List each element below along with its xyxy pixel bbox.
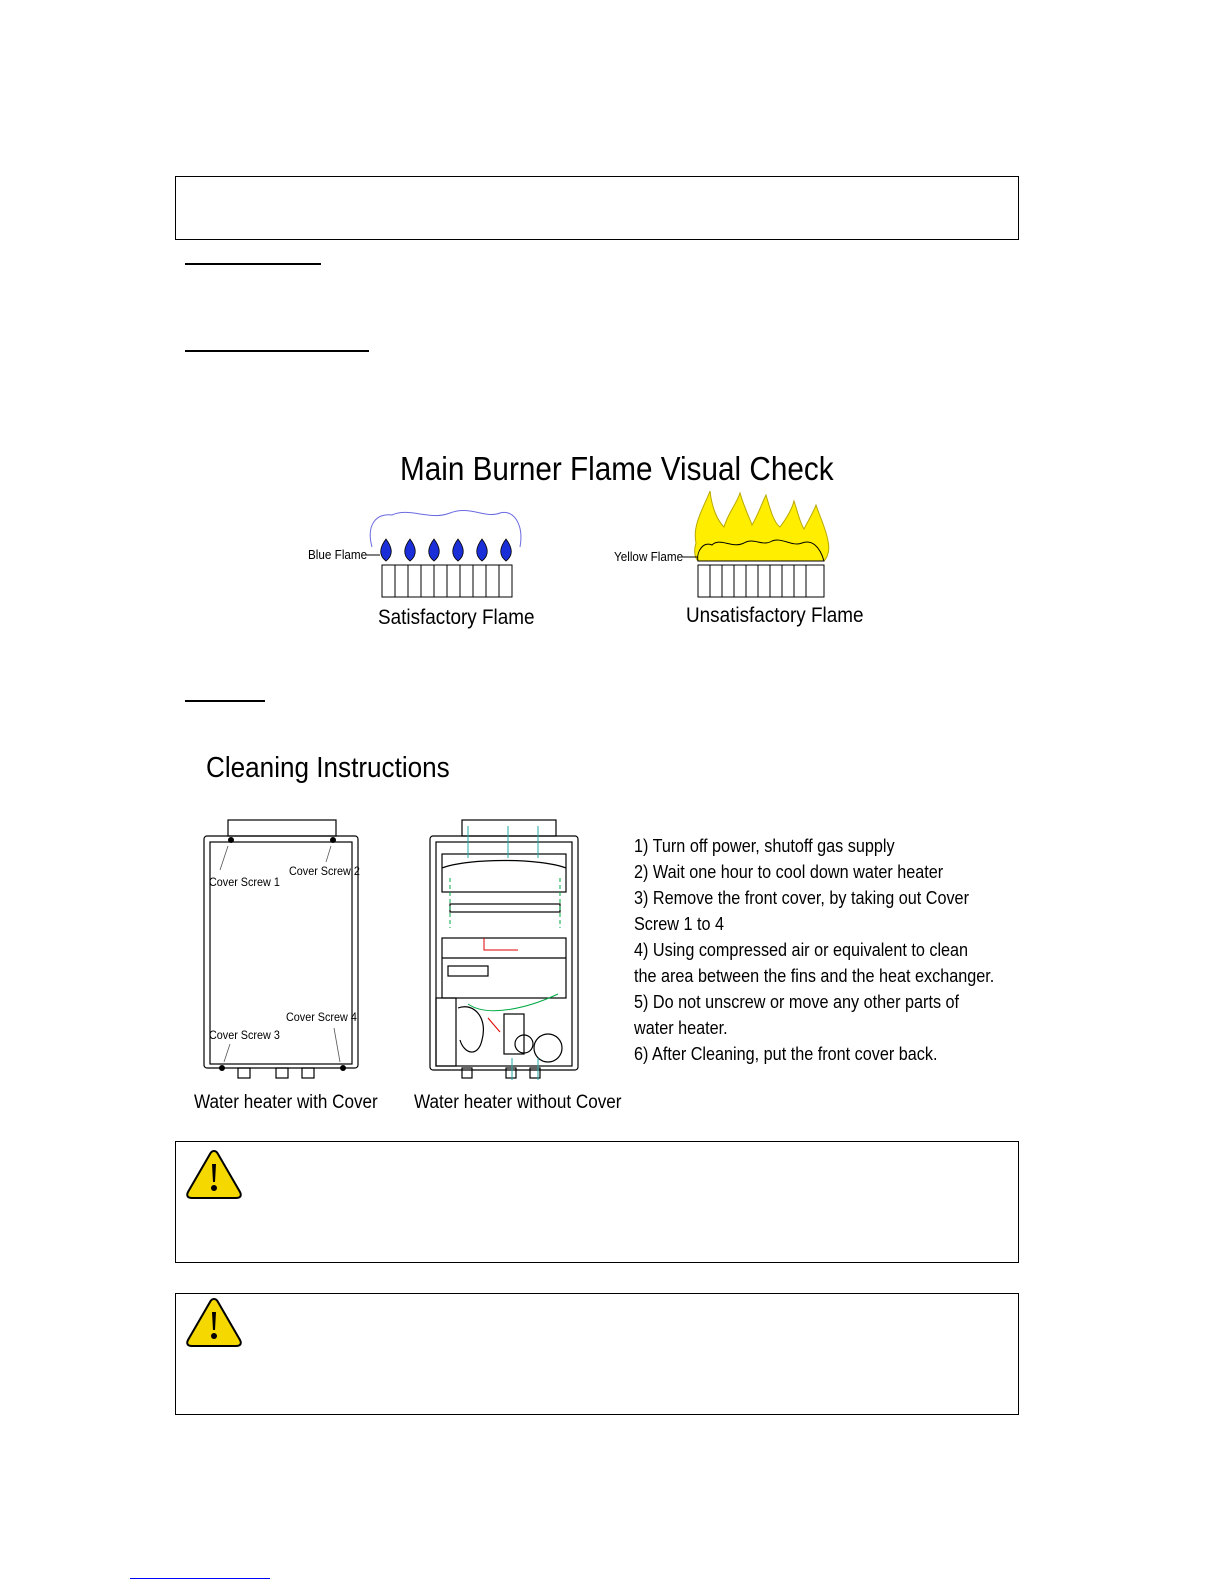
- burner-right: [698, 565, 824, 597]
- cleaning-step-5: 5) Do not unscrew or move any other parts of: [634, 992, 960, 1012]
- cover-screw-3-label: Cover Screw 3: [209, 1028, 280, 1042]
- blue-flame-outline: [370, 510, 521, 547]
- cover-screw-1-label: Cover Screw 1: [209, 875, 280, 889]
- blue-flames: [381, 539, 512, 561]
- water-heater-without-cover-drawing: [428, 818, 588, 1084]
- cover-screw-4-label: Cover Screw 4: [286, 1010, 357, 1024]
- section-heading-underline-2: [185, 350, 369, 352]
- footer-link-underline: [130, 1578, 270, 1579]
- yellow-flame-label: Yellow Flame: [614, 549, 684, 564]
- without-cover-caption: Water heater without Cover: [414, 1092, 622, 1113]
- cleaning-step-4: 4) Using compressed air or equivalent to clean: [634, 940, 969, 960]
- cleaning-step-4-cont: the area between the fins and the heat exchanger.: [634, 966, 995, 986]
- header-box: [175, 176, 1019, 240]
- flame-figure-title: Main Burner Flame Visual Check: [400, 450, 834, 487]
- warning-box-1: [175, 1141, 1019, 1263]
- burner-left: [382, 565, 512, 597]
- water-heater-with-cover-drawing: [198, 818, 368, 1084]
- section-heading-underline-1: [185, 263, 321, 265]
- flame-diagram: [300, 485, 860, 615]
- cleaning-step-5-cont: water heater.: [634, 1018, 728, 1038]
- cleaning-figure-title: Cleaning Instructions: [206, 752, 450, 784]
- section-heading-underline-3: [185, 700, 265, 702]
- cover-screw-2-label: Cover Screw 2: [289, 864, 360, 878]
- cleaning-step-6: 6) After Cleaning, put the front cover back.: [634, 1044, 938, 1064]
- warning-icon: [186, 1150, 242, 1200]
- warning-box-2: [175, 1293, 1019, 1415]
- cleaning-step-3-cont: Screw 1 to 4: [634, 914, 725, 934]
- satisfactory-flame-caption: Satisfactory Flame: [378, 606, 535, 629]
- cleaning-step-1: 1) Turn off power, shutoff gas supply: [634, 836, 895, 856]
- cleaning-step-3: 3) Remove the front cover, by taking out Cover: [634, 888, 969, 908]
- unsatisfactory-flame-caption: Unsatisfactory Flame: [686, 604, 864, 627]
- yellow-flame-base: [698, 540, 824, 561]
- blue-flame-label: Blue Flame: [308, 547, 368, 562]
- with-cover-caption: Water heater with Cover: [194, 1092, 378, 1113]
- warning-icon: [186, 1298, 242, 1348]
- cleaning-step-2: 2) Wait one hour to cool down water heater: [634, 862, 944, 882]
